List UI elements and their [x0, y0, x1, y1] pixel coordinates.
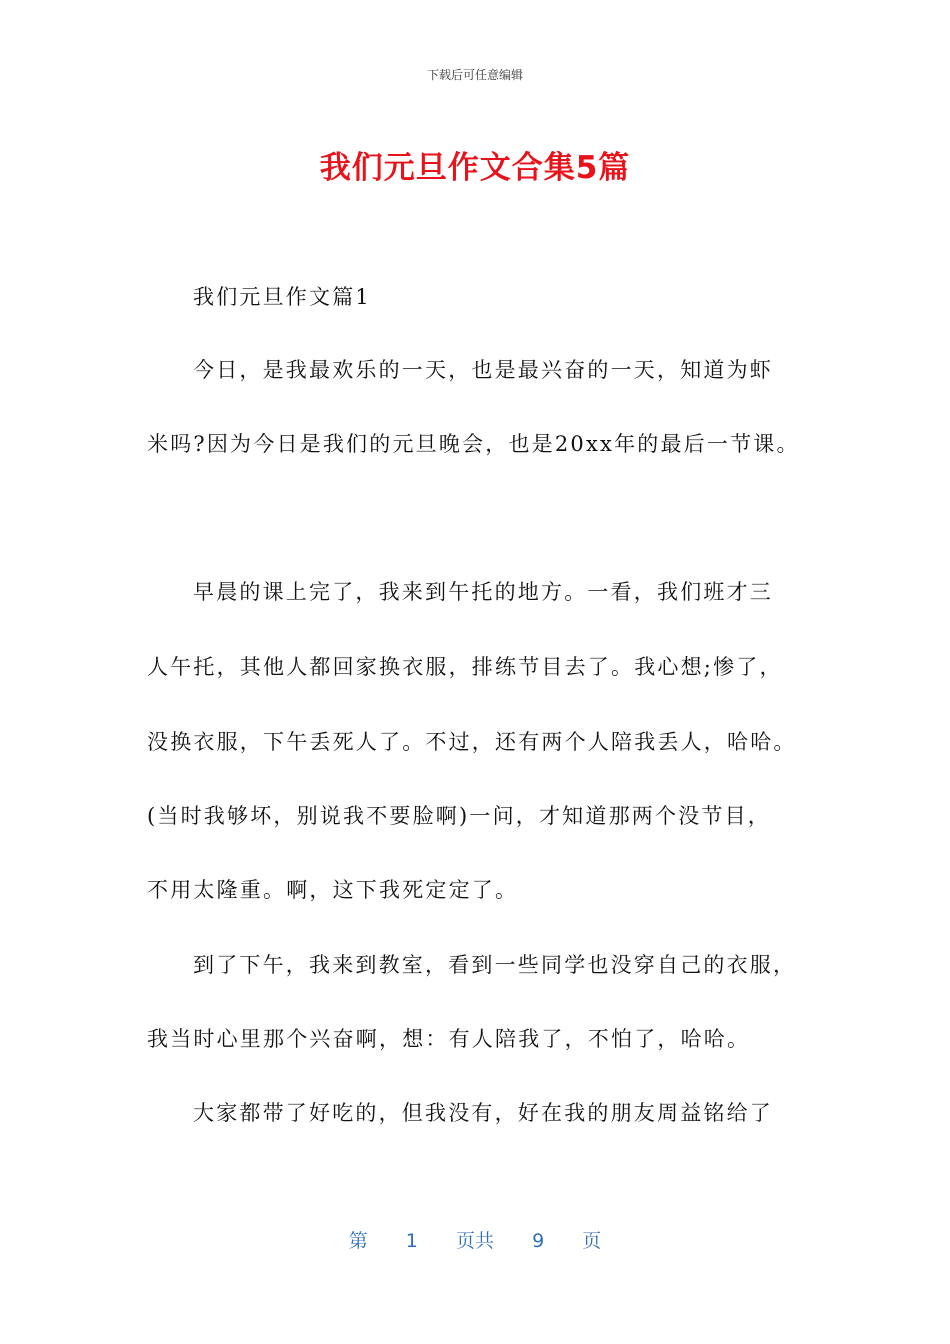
page-footer [0, 1226, 950, 1253]
paragraph-line: 我当时心里那个兴奋啊，想：有人陪我了，不怕了，哈哈。 [147, 1027, 751, 1051]
paragraph-line: 大家都带了好吃的，但我没有，好在我的朋友周益铭给了 [193, 1101, 773, 1125]
paragraph-line: 米吗?因为今日是我们的元旦晚会，也是20xx年的最后一节课。 [147, 432, 800, 456]
paragraph-line: 今日，是我最欢乐的一天，也是最兴奋的一天，知道为虾 [193, 358, 773, 382]
header-note: 下载后可任意编辑 [426, 68, 523, 82]
document-title: 我们元旦作文合集5篇 [319, 150, 631, 186]
footer-page-of: 页共 [455, 1230, 494, 1252]
paragraph-line: 不用太隆重。啊，这下我死定定了。 [147, 878, 519, 902]
paragraph-line: 到了下午，我来到教室，看到一些同学也没穿自己的衣服， [193, 953, 797, 977]
paragraph-line: 人午托，其他人都回家换衣服，排练节目去了。我心想;惨了， [147, 655, 783, 679]
section-heading: 我们元旦作文篇1 [193, 285, 371, 309]
paragraph-line: (当时我够坏，别说我不要脸啊)一问，才知道那两个没节目， [147, 804, 771, 828]
footer-page-word: 第 [348, 1230, 368, 1252]
paragraph-line: 早晨的课上完了，我来到午托的地方。一看，我们班才三 [193, 580, 773, 604]
paragraph-line: 没换衣服，下午丢死人了。不过，还有两个人陪我丢人，哈哈。 [147, 730, 797, 754]
footer-page-end: 页 [582, 1230, 602, 1252]
footer-total-pages: 9 [532, 1230, 545, 1252]
footer-page-number: 1 [405, 1230, 418, 1252]
